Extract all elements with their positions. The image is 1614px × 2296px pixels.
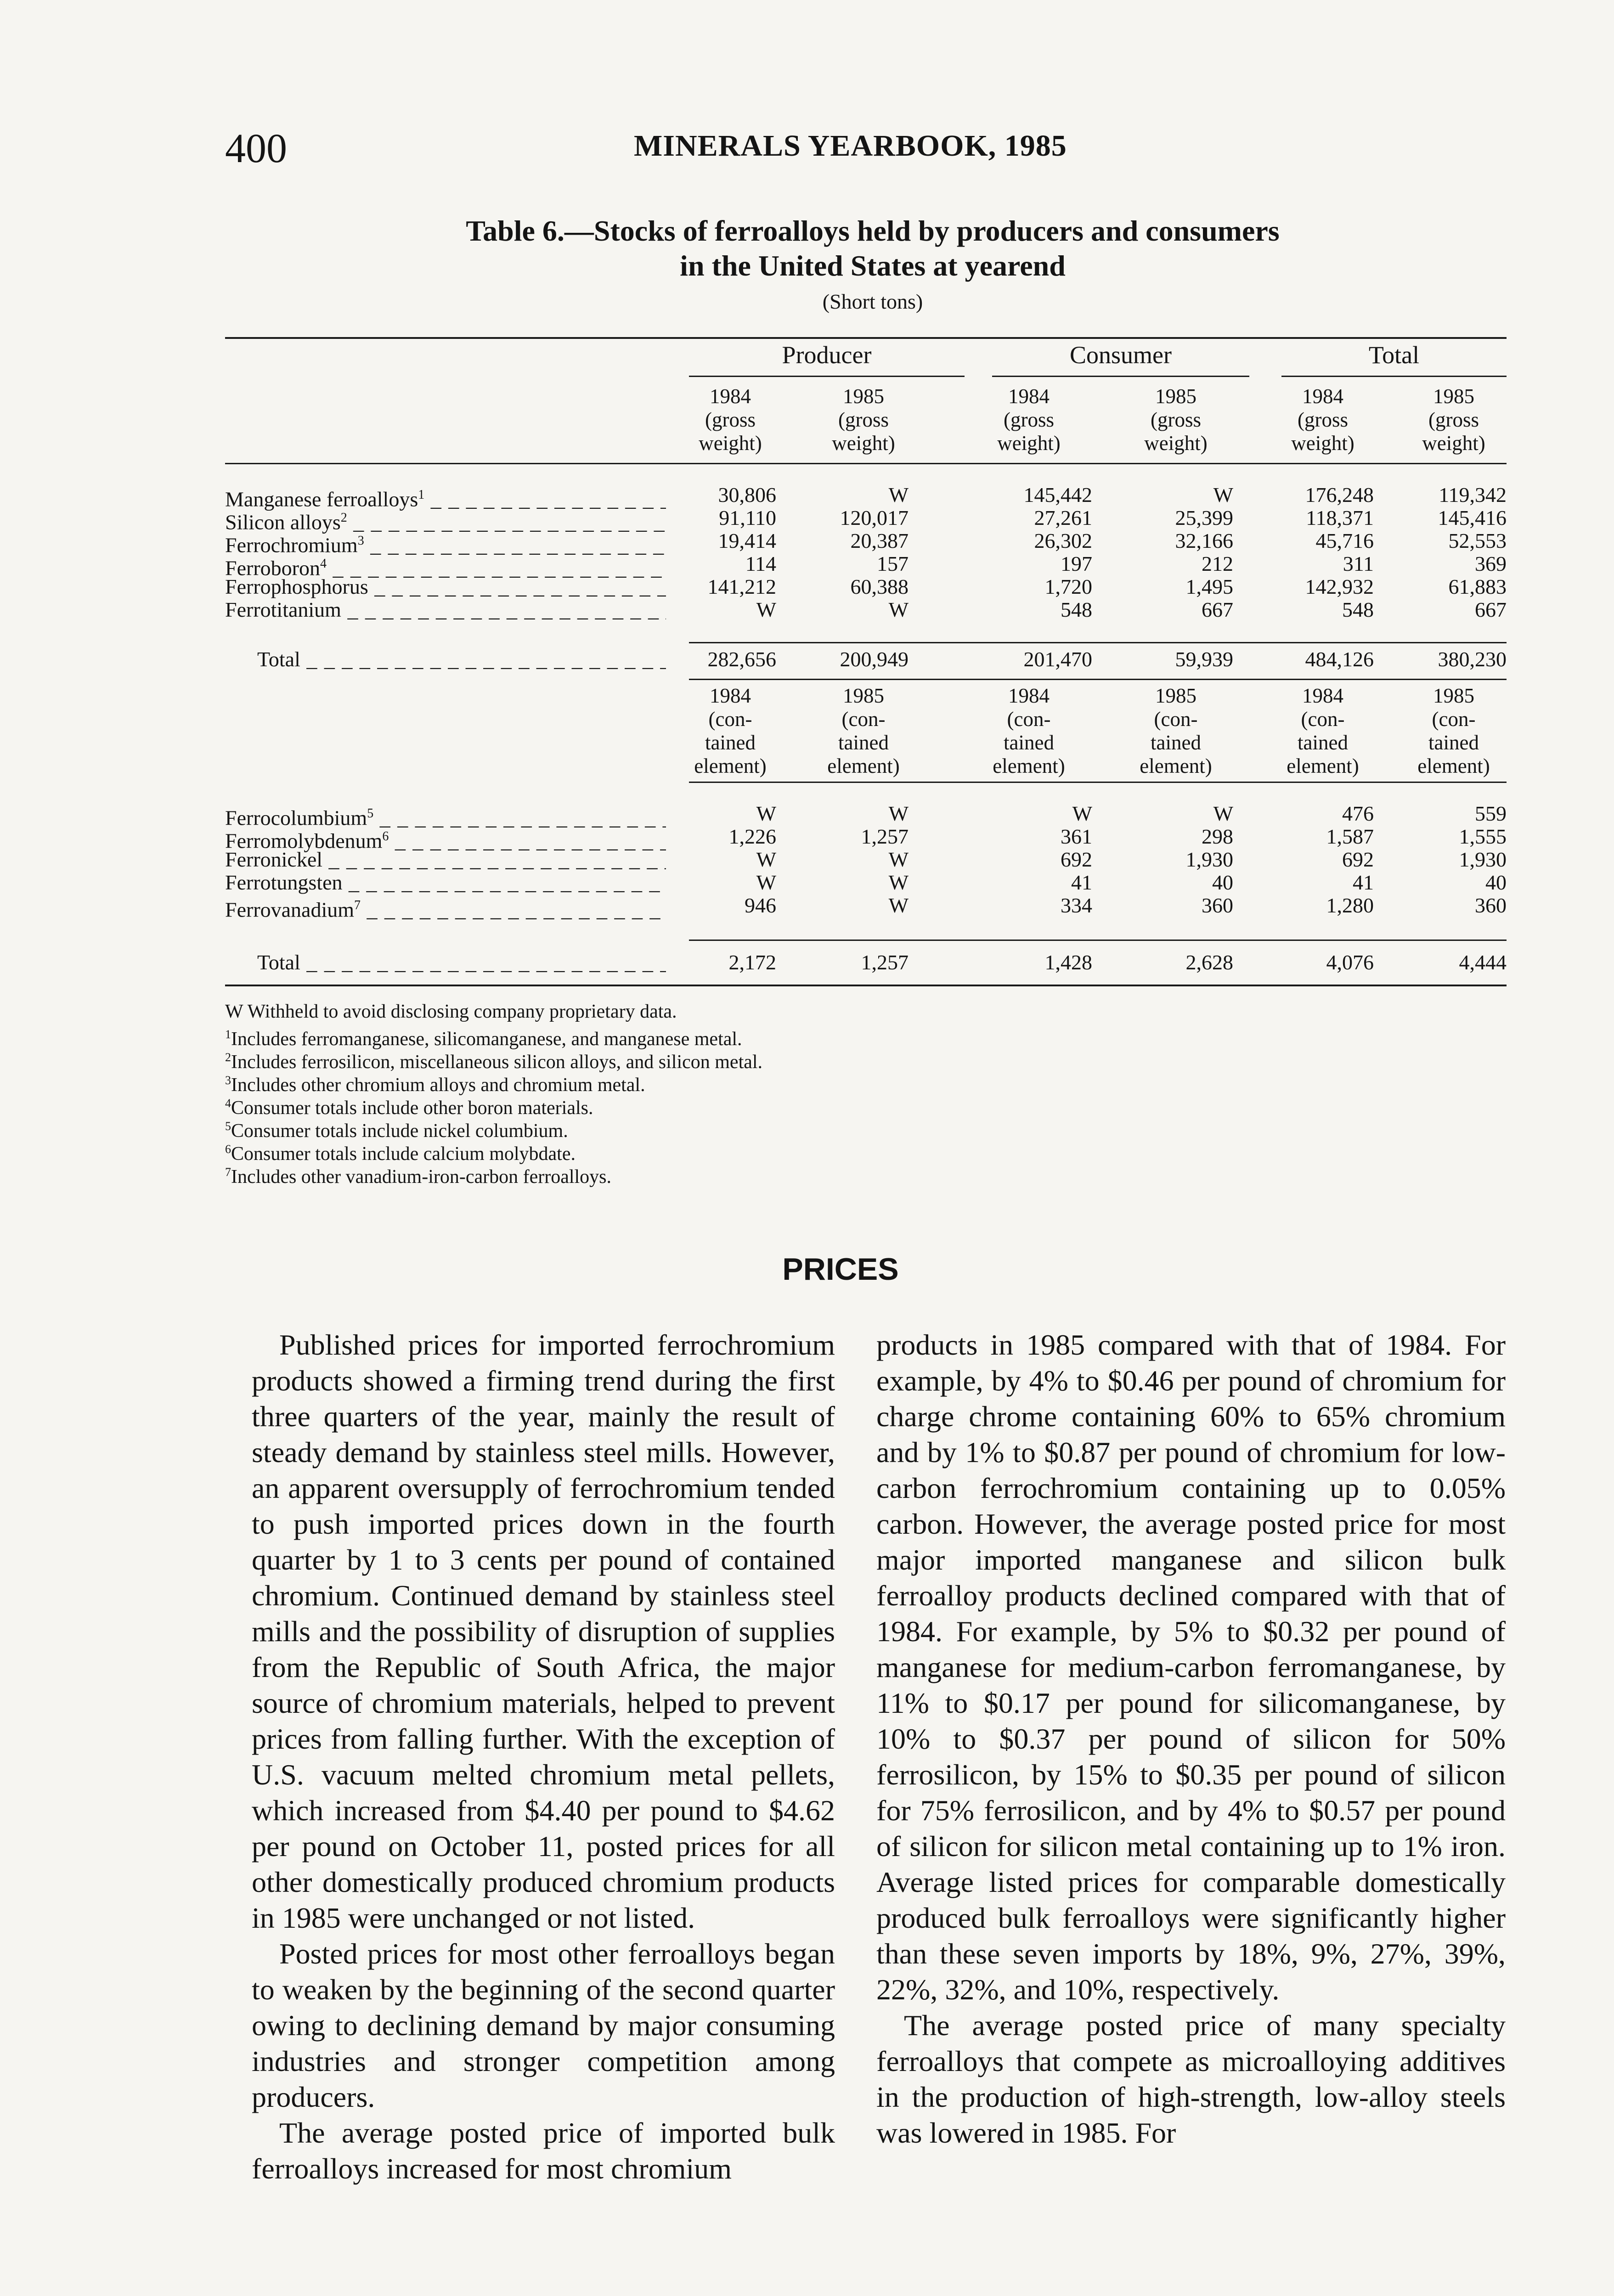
table-cell: 120,017: [840, 506, 909, 529]
column-header-line: weight): [1144, 432, 1208, 455]
table-cell: 145,416: [1438, 506, 1507, 529]
table-cell: 1,930: [1459, 848, 1507, 871]
table-cell: 548: [1342, 598, 1374, 621]
column-header-line: 1985: [1433, 684, 1474, 707]
table-title-line-2: in the United States at yearend: [680, 249, 1066, 282]
page-number: 400: [225, 126, 287, 171]
column-header-line: (con-: [1301, 708, 1345, 731]
table-cell: 27,261: [1034, 506, 1092, 529]
table-cell: 176,248: [1305, 483, 1374, 506]
table-cell: 20,387: [850, 529, 909, 552]
column-header: [1265, 684, 1380, 778]
table-cell: 119,342: [1439, 483, 1507, 506]
column-header-line: element): [1140, 754, 1212, 777]
column-header-line: (con-: [1007, 708, 1051, 731]
column-header-line: (gross: [1004, 408, 1054, 431]
column-header-line: (con-: [708, 708, 752, 731]
column-header-line: element): [993, 754, 1065, 777]
paragraph: The average posted price of many specialty ferroalloys that compete as microalloying additives in the production of high-strength, low-alloy steels was lowered in 1985. For: [876, 2009, 1506, 2149]
column-header: [971, 385, 1086, 455]
table-cell: W: [1213, 802, 1233, 825]
column-header-line: tained: [1428, 731, 1479, 754]
table-cell: W: [756, 802, 776, 825]
group-rule-producer: [689, 376, 965, 377]
column-header: [806, 385, 921, 455]
column-header-line: (gross: [705, 408, 756, 431]
group-header-total: Total: [1368, 341, 1420, 369]
table-cell: 41: [1071, 871, 1092, 894]
table-cell: 30,806: [718, 483, 776, 506]
column-header-line: tained: [838, 731, 889, 754]
row-label-text: Ferroboron: [225, 556, 320, 580]
group-header-producer: Producer: [782, 341, 872, 369]
column-header-line: tained: [705, 731, 756, 754]
column-header-line: weight): [699, 432, 762, 455]
column-header-line: tained: [1151, 731, 1201, 754]
footnote-ref: 2: [340, 511, 347, 525]
table-cell: 197: [1061, 552, 1092, 575]
table-cell: 1,930: [1185, 848, 1233, 871]
column-header-line: weight): [832, 432, 895, 455]
row-label: [225, 598, 666, 622]
row-label-text: Ferromolybdenum: [225, 829, 383, 853]
table-cell: W: [1213, 483, 1233, 506]
group-rule-consumer: [992, 376, 1249, 377]
column-header-line: element): [694, 754, 767, 777]
paragraph: Posted prices for most other ferroalloys began to weaken by the beginning of the second quarter owing to declining demand by major consuming industries and stronger competition among producers.: [252, 1937, 835, 2113]
column-header: [806, 684, 921, 778]
footnote-mark: 2: [225, 1051, 231, 1064]
table-title-line-1: Table 6.—Stocks of ferroalloys held by producers and consumers: [466, 214, 1280, 247]
row-label-text: Ferrotungsten: [225, 871, 343, 894]
footnote-ref: 4: [320, 557, 327, 571]
row-label: [225, 575, 666, 599]
table-cell: 60,388: [850, 575, 909, 598]
row-label-text: Ferrovanadium: [225, 898, 355, 922]
column-header: [1396, 684, 1511, 778]
table-cell: 26,302: [1034, 529, 1092, 552]
table-cell: 1,280: [1326, 894, 1374, 917]
table-top-rule: [225, 337, 1507, 339]
paragraph: products in 1985 compared with that of 1984. For example, by 4% to $0.46 per pound of chromium for charge chrome containing 60% to 65% chromium and by 1% to $0.87 per pound of chromium for low-carbon ferrochromium containing up to 0.05% carbon. However, the average posted price for most major imported manganese and silicon bulk ferroalloy products declined compared with that of 1984. For example, by 5% to $0.32 per pound of manganese for medium-carbon ferromanganese, by 11% to $0.17 per pound for silicomanganese, by 10% to $0.37 per pound of silicon for 50% ferrosilicon, by 15% to $0.35 per pound of silicon for 75% ferrosilicon, and by 4% to $0.57 per pound of silicon for silicon metal containing up to 1% iron. Average listed prices for comparable domestically produced bulk ferroalloys were significantly higher than these seven imports by 18%, 9%, 27%, 39%, 22%, 32%, and 10%, respectively.: [876, 1328, 1506, 2006]
table-cell: 1,257: [861, 825, 909, 848]
column-header-line: weight): [1422, 432, 1485, 455]
table-cell: 1,226: [728, 825, 776, 848]
table-cell: 369: [1475, 552, 1507, 575]
table-cell: 311: [1343, 552, 1374, 575]
table-cell: 548: [1061, 598, 1092, 621]
group-rule-total: [1281, 376, 1507, 377]
footnote-text: Includes other vanadium-iron-carbon ferroalloys.: [231, 1166, 612, 1187]
table-cell: 52,553: [1448, 529, 1507, 552]
column-header-line: 1985: [1155, 385, 1196, 408]
column-header-line: 1984: [1008, 385, 1050, 408]
table-cell: 360: [1202, 894, 1233, 917]
table-cell: 1,495: [1185, 575, 1233, 598]
column-header: [673, 684, 788, 778]
total-cell: 201,470: [1023, 647, 1092, 671]
table-cell: W: [888, 894, 909, 917]
table-cell: W: [756, 598, 776, 621]
column-header-line: weight): [997, 432, 1061, 455]
running-head: MINERALS YEARBOOK, 1985: [634, 129, 1067, 163]
column-header-line: 1984: [710, 684, 751, 707]
contained-header-rule: [689, 782, 1507, 783]
table-cell: W: [888, 598, 909, 621]
total-cell: 380,230: [1438, 647, 1507, 671]
column-header-line: (gross: [1428, 408, 1479, 431]
table-cell: 667: [1475, 598, 1507, 621]
footnote-text: Consumer totals include calcium molybdate.: [231, 1143, 576, 1165]
table-cell: 692: [1061, 848, 1092, 871]
column-header-line: 1984: [710, 385, 751, 408]
table-cell: W: [888, 483, 909, 506]
section-heading: PRICES: [782, 1252, 899, 1287]
footnote-ref: 5: [367, 806, 374, 821]
footnote-ref: 3: [357, 534, 364, 548]
footnote: [225, 1000, 677, 1023]
table-cell: 692: [1342, 848, 1374, 871]
total-cell: 1,257: [861, 951, 909, 974]
footnote: [225, 1161, 611, 1188]
table-cell: 298: [1202, 825, 1233, 848]
row-label-text: Ferrophosphorus: [225, 575, 368, 598]
table-cell: W: [888, 802, 909, 825]
group-header-consumer: Consumer: [1070, 341, 1172, 369]
gross-total-rule: [689, 679, 1507, 680]
table-cell: 142,932: [1305, 575, 1374, 598]
table-cell: 667: [1202, 598, 1233, 621]
table-cell: 141,212: [707, 575, 776, 598]
table-cell: 91,110: [719, 506, 776, 529]
table-cell: 360: [1475, 894, 1507, 917]
total-cell: 4,444: [1459, 951, 1507, 974]
table-cell: 212: [1202, 552, 1233, 575]
column-header-line: element): [1417, 754, 1490, 777]
table-cell: 1,587: [1326, 825, 1374, 848]
footnote-text: W Withheld to avoid disclosing company proprietary data.: [225, 1001, 677, 1022]
row-label: [225, 871, 666, 895]
table-cell: 25,399: [1175, 506, 1233, 529]
table-cell: 1,720: [1044, 575, 1092, 598]
table-bottom-rule: [225, 985, 1507, 986]
table-cell: 361: [1061, 825, 1092, 848]
column-header-line: 1985: [843, 684, 884, 707]
table-cell: 946: [745, 894, 776, 917]
footnote-text: Consumer totals include other boron materials.: [231, 1097, 593, 1119]
column-header-line: 1985: [1433, 385, 1474, 408]
table-cell: W: [756, 871, 776, 894]
table-cell: 45,716: [1315, 529, 1374, 552]
table-cell: W: [888, 848, 909, 871]
column-header-line: (gross: [838, 408, 889, 431]
table-cell: 41: [1353, 871, 1374, 894]
paragraph: The average posted price of imported bulk ferroalloys increased for most chromium: [252, 2116, 835, 2185]
column-header-line: 1984: [1302, 385, 1343, 408]
column-header-line: (gross: [1151, 408, 1201, 431]
column-header-line: 1984: [1008, 684, 1050, 707]
footnote-text: Includes other chromium alloys and chromium metal.: [231, 1075, 645, 1096]
row-label: [225, 848, 666, 872]
total-cell: 2,628: [1185, 951, 1233, 974]
table-cell: W: [888, 871, 909, 894]
table-cell: 40: [1485, 871, 1507, 894]
contained-total-label: Total _ _ _: [257, 951, 666, 974]
column-header-line: (con-: [841, 708, 886, 731]
table-cell: 19,414: [718, 529, 776, 552]
row-label-text: Ferrotitanium: [225, 598, 341, 621]
table-cell: 61,883: [1448, 575, 1507, 598]
table-cell: 32,166: [1175, 529, 1233, 552]
footnote-ref: 1: [418, 488, 425, 502]
footnote-text: Consumer totals include nickel columbium.: [231, 1120, 568, 1142]
column-header: [1118, 385, 1233, 455]
text-column-left: [252, 1327, 835, 2187]
footnote-text: Includes ferromanganese, silicomanganese, and manganese metal.: [231, 1029, 742, 1050]
column-header-line: 1985: [843, 385, 884, 408]
row-label-text: Ferronickel: [225, 848, 323, 871]
column-header: [1118, 684, 1233, 778]
table-cell: 559: [1475, 802, 1507, 825]
table-cell: W: [756, 848, 776, 871]
gross-total-label: Total _ _ _: [257, 647, 666, 671]
total-cell: 1,428: [1044, 951, 1092, 974]
gross-subtotal-rule: [689, 642, 1507, 643]
table-cell: 118,371: [1306, 506, 1374, 529]
table-cell: W: [1072, 802, 1092, 825]
row-label-text: Ferrochromium: [225, 533, 358, 557]
column-header: [1396, 385, 1511, 455]
table-units: (Short tons): [822, 290, 923, 313]
table-cell: 476: [1342, 802, 1374, 825]
column-header: [1265, 385, 1380, 455]
column-header: [673, 385, 788, 455]
total-cell: 2,172: [728, 951, 776, 974]
column-header-line: element): [1287, 754, 1359, 777]
table-cell: 40: [1212, 871, 1233, 894]
table-cell: 1,555: [1459, 825, 1507, 848]
column-header-line: 1985: [1155, 684, 1196, 707]
paragraph: Published prices for imported ferrochromium products showed a firming trend during the first three quarters of the year, mainly the result of steady demand by stainless steel mills. However, an apparent oversupply of ferrochromium tended to push imported prices down in the fourth quarter by 1 to 3 cents per pound of contained chromium. Continued demand by stainless steel mills and the possibility of disruption of supplies from the Republic of South Africa, the major source of chromium materials, helped to prevent prices from falling further. With the exception of U.S. vacuum melted chromium metal pellets, which increased from $4.40 per pound to $4.62 per pound on October 11, posted prices for all other domestically produced chromium products in 1985 were unchanged or not listed.: [252, 1328, 835, 1934]
footnote-mark: 4: [225, 1097, 231, 1110]
column-header-line: 1984: [1302, 684, 1343, 707]
column-header: [971, 684, 1086, 778]
column-header-line: element): [827, 754, 900, 777]
footnote-mark: 6: [225, 1142, 231, 1156]
row-label-text: Manganese ferroalloys: [225, 487, 418, 511]
table-cell: 334: [1061, 894, 1092, 917]
total-cell: 200,949: [840, 647, 909, 671]
table-cell: 157: [877, 552, 909, 575]
row-label: [225, 894, 666, 922]
table-title: [367, 214, 1378, 283]
footnote-ref: 6: [382, 829, 389, 844]
footnote-ref: 7: [354, 898, 361, 912]
footnote-text: Includes ferrosilicon, miscellaneous silicon alloys, and silicon metal.: [231, 1052, 763, 1073]
table-cell: 145,442: [1023, 483, 1092, 506]
row-label-text: Silicon alloys: [225, 510, 341, 534]
header-bottom-rule: [225, 463, 1507, 464]
column-header-line: (con-: [1432, 708, 1476, 731]
footnote-mark: 3: [225, 1074, 231, 1087]
table-cell: 114: [745, 552, 776, 575]
row-label-text: Ferrocolumbium: [225, 806, 367, 830]
total-cell: 282,656: [707, 647, 776, 671]
total-cell: 59,939: [1175, 647, 1233, 671]
column-header-line: (con-: [1154, 708, 1198, 731]
footnote-mark: 7: [225, 1165, 231, 1179]
total-cell: 484,126: [1305, 647, 1374, 671]
contained-subtotal-rule: [689, 940, 1507, 941]
column-header-line: (gross: [1298, 408, 1348, 431]
text-column-right: [876, 1327, 1506, 2151]
total-cell: 4,076: [1326, 951, 1374, 974]
footnote-mark: 5: [225, 1120, 231, 1133]
column-header-line: tained: [1004, 731, 1054, 754]
column-header-line: weight): [1291, 432, 1354, 455]
footnote-mark: 1: [225, 1028, 231, 1041]
column-header-line: tained: [1298, 731, 1348, 754]
